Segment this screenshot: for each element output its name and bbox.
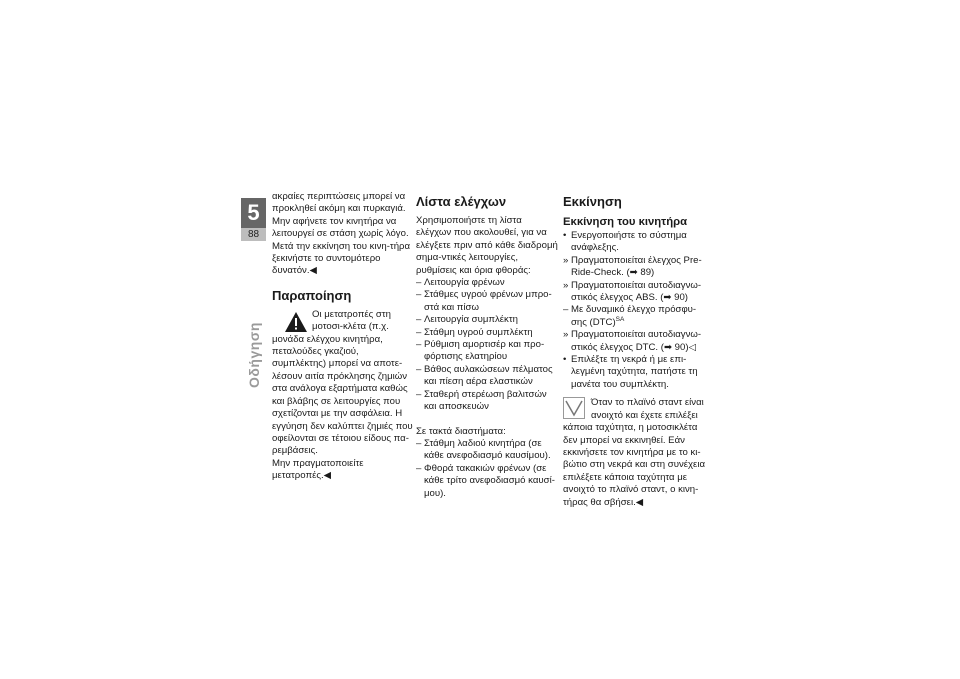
list-item: – Στάθμη υγρού συμπλέκτη — [416, 326, 533, 338]
step-item: – Με δυναμικό έλεγχο πρόσφυ-σης (DTC)$^{SA}$ — [563, 304, 697, 328]
page-reference[interactable]: (➡ 90)◁ — [660, 341, 696, 353]
section-title-vertical — [241, 300, 266, 410]
checklist-intro: Χρησιμοποιήστε τη λίστα ελέγχων που ακολουθεί, για να ελέγξετε πριν από κάθε διαδρομή σημα-ντικές λειτουργίες, ρυθμίσεις και όρια φθοράς: — [416, 215, 558, 276]
list-item: – Σταθερή στερέωση βαλιτσών και αποσκευών — [416, 388, 547, 413]
page-reference[interactable]: (➡ 89) — [626, 267, 655, 279]
list-item: – Στάθμες υγρού φρένων μπρο-στά και πίσω — [416, 289, 552, 313]
list-item: – Ρύθμιση αμορτισέρ και προ-φόρτισης ελατηρίου — [416, 339, 545, 363]
info-icon — [563, 397, 585, 419]
step-item: • Ενεργοποιήστε το σύστημα ανάφλεξης. — [563, 230, 687, 254]
step-item: • Επιλέξτε τη νεκρά ή με επι-λεγμένη ταχύτητα, πατήστε τη μανέτα του συμπλέκτη. — [563, 354, 698, 390]
list-item: – Στάθμη λαδιού κινητήρα (σε κάθε ανεφοδιασμό καυσίμου). — [416, 437, 551, 462]
list-item: – Φθορά τακακιών φρένων (σε κάθε τρίτο ανεφοδιασμό καυσί-μου). — [416, 462, 555, 499]
checklist-before-ride — [416, 277, 558, 413]
chapter-number: 5 — [241, 198, 266, 228]
section-title-text: Οδήγηση — [245, 322, 262, 388]
step-item: » Πραγματοποιείται έλεγχος Pre-Ride-Check. (➡ 89) — [563, 254, 702, 279]
heading-tampering: Παραποίηση — [272, 287, 352, 303]
column-1 — [272, 191, 414, 483]
warning-closing: Μην πραγματοποιείτε μετατροπές.◀ — [272, 457, 364, 482]
info-note-text: Όταν το πλαϊνό σταντ είναι ανοιχτό και έχετε επιλέξει κάποια ταχύτητα, η μοτοσικλέτα δεν μπορεί να εκκινηθεί. Εάν εκκινήσετε τον κινητήρα με το κι-βώτιο στη νεκρά και στη συνέχεια επιλέξετε κάποια ταχύτητα με ανοιχτό το πλαϊνό σταντ, ο κινη-τήρας θα σβήσει.◀ — [563, 397, 706, 508]
special-accessory-marker: SA — [615, 315, 625, 323]
chapter-tab — [241, 198, 266, 241]
page-reference[interactable]: (➡ 90) — [660, 292, 688, 304]
list-item: – Λειτουργία συμπλέκτη — [416, 314, 518, 326]
heading-checklist: Λίστα ελέγχων — [416, 194, 507, 209]
column-3 — [563, 191, 705, 509]
step-item: » Πραγματοποιείται αυτοδιαγνω-στικός έλεγχος DTC. (➡ 90)◁ — [563, 329, 702, 353]
warning-block — [272, 309, 414, 458]
subheading-engine-start: Εκκίνηση του κινητήρα — [563, 216, 688, 228]
interval-title: Σε τακτά διαστήματα: — [416, 425, 506, 437]
info-note — [563, 397, 705, 509]
page-number: 88 — [241, 228, 266, 241]
start-steps — [563, 230, 705, 391]
warning-text: Οι μετατροπές στη μοτοσι-κλέτα (π.χ. μονάδα ελέγχου κινητήρα, πεταλούδες γκαζιού, συμπλέκτης) μπορεί να αποτε-λέσουν αιτία πρόκλησης ζημιών στα ανάλογα εξαρτήματα καθώς και βλάβης σε λειτουργίες που σχετίζονται με την ασφάλεια. Η εγγύηση δεν καλύπτει ζημιές που οφείλονται σε τέτοιου είδους πα-ρεμβάσεις. — [272, 308, 413, 457]
column-2 — [416, 191, 558, 500]
warning-triangle-icon — [284, 311, 308, 333]
heading-start: Εκκίνηση — [563, 194, 622, 209]
checklist-regular — [416, 438, 558, 500]
step-item: » Πραγματοποιείται αυτοδιαγνω-στικός έλεγχος ABS. (➡ 90) — [563, 279, 702, 304]
list-item: – Βάθος αυλακώσεων πέλματος και πίεση αέρα ελαστικών — [416, 363, 553, 388]
paragraph-continued: ακραίες περιπτώσεις μπορεί να προκληθεί ακόμη και πυρκαγιά. Μην αφήνετε τον κινητήρα να λειτουργεί σε στάση χωρίς λόγο. Μετά την εκκίνηση του κινη-τήρα ξεκινήστε το συντομότερο δυνατόν.◀ — [272, 191, 411, 277]
list-item: – Λειτουργία φρένων — [416, 277, 505, 289]
